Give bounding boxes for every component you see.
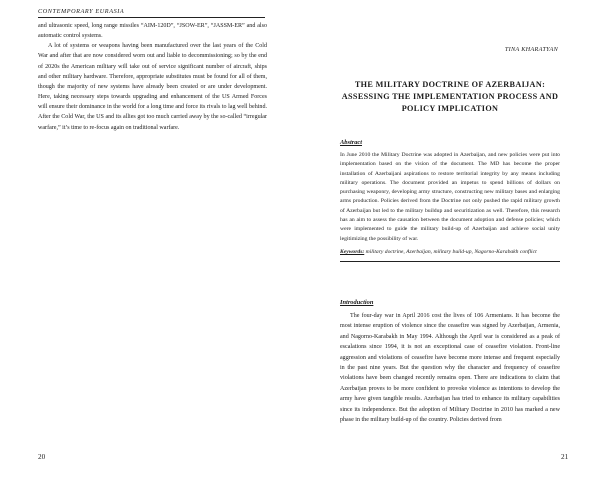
abstract-section xyxy=(340,139,560,262)
right-page xyxy=(300,0,600,499)
header-rule xyxy=(38,17,265,18)
introduction-text: The four-day war in April 2016 cost the lives of 106 Armenians. It has become the most intense eruption of violence since the ceasefire was signed by Azerbaijan, Armenia, and Nagorno-Karabakh in May 1994. Although the April war is considered as a peak of escalations since 1994, it is not an exceptional case of ceasefire violation. Front-line aggression and violations of ceasefire have become more intense and frequent especially in the past nine years. But the question why the character and frequency of ceasefire violations have been changed recently remains open. There are indications to claim that Azerbaijan proves to be more confident to provoke violence as intentions to develop the army have given tangible results. Azerbaijan has tried to enhance its military capabilities since its independence. But the adoption of Military Doctrine in 2010 has marked a new phase in the military build-up of the country. Policies derived from xyxy=(340,313,560,424)
page-number: 20 xyxy=(38,453,46,461)
introduction-heading: Introduction xyxy=(340,299,374,306)
page-number: 21 xyxy=(561,453,569,461)
keywords-label: Keywords: xyxy=(340,248,365,255)
article-title: THE MILITARY DOCTRINE OF AZERBAIJAN: ASSESSING THE IMPLEMENTATION PROCESS AND POLICY IMPLICATION xyxy=(341,80,559,114)
running-head: TINA KHARATYAN xyxy=(504,46,558,53)
abstract-rule xyxy=(340,261,560,262)
body-text xyxy=(38,21,267,133)
abstract-text: In June 2010 the Military Doctrine was adopted in Azerbaijan, and new policies were put into implementation based on the vision of the document. The MD has become the proper installation of Azerbaijani aspirations to restore territorial integrity by any means including military operations. The document provided an impetus to spend billions of dollars on purchasing weaponry, developing army structure, constructing new military bases and enlarging arms production. Policies derived from the Doctrine not only pushed the rapid military growth of Azerbaijan but led to the military buildup and securitization as well. Therefore, this research has an aim to assess the causation between the document adoption and defense policies; which were implemented to guide the military build-up of Azerbaijan and achieve social unity legitimizing the possibility of war. xyxy=(340,152,560,242)
keywords-text: military doctrine, Azerbaijan, military build-up, Nagorno-Karabakh conflict xyxy=(365,248,537,255)
abstract-heading: Abstract xyxy=(340,139,363,146)
keywords xyxy=(340,248,560,257)
paragraph: and ultrasonic speed, long range missiles “AIM-120D”, “JSOW-ER”, “JASSM-ER” and also automatic control systems. xyxy=(38,23,267,40)
running-head: CONTEMPORARY EURASIA xyxy=(38,8,125,15)
paragraph: A lot of systems or weapons having been manufactured over the last years of the Cold War and after that are now considered worn out and liable to decommissioning; so by the end of 2020s the American military will take out of service significant number of aircraft, ships and other military hardware. Therefore, appropriate substitutes must be found for all of them, though the majority of new systems have already been created or are under development. Here, taking necessary steps towards upgrading and enhancement of the US Armed Forces will ensure their dominance in the world for a long time and force its rivals to lag well behind. After the Cold War, the US and its allies got too much carried away by the so-called “irregular warfare,” it’s time to re-focus again on traditional warfare. xyxy=(38,43,267,131)
introduction-section xyxy=(340,299,560,425)
